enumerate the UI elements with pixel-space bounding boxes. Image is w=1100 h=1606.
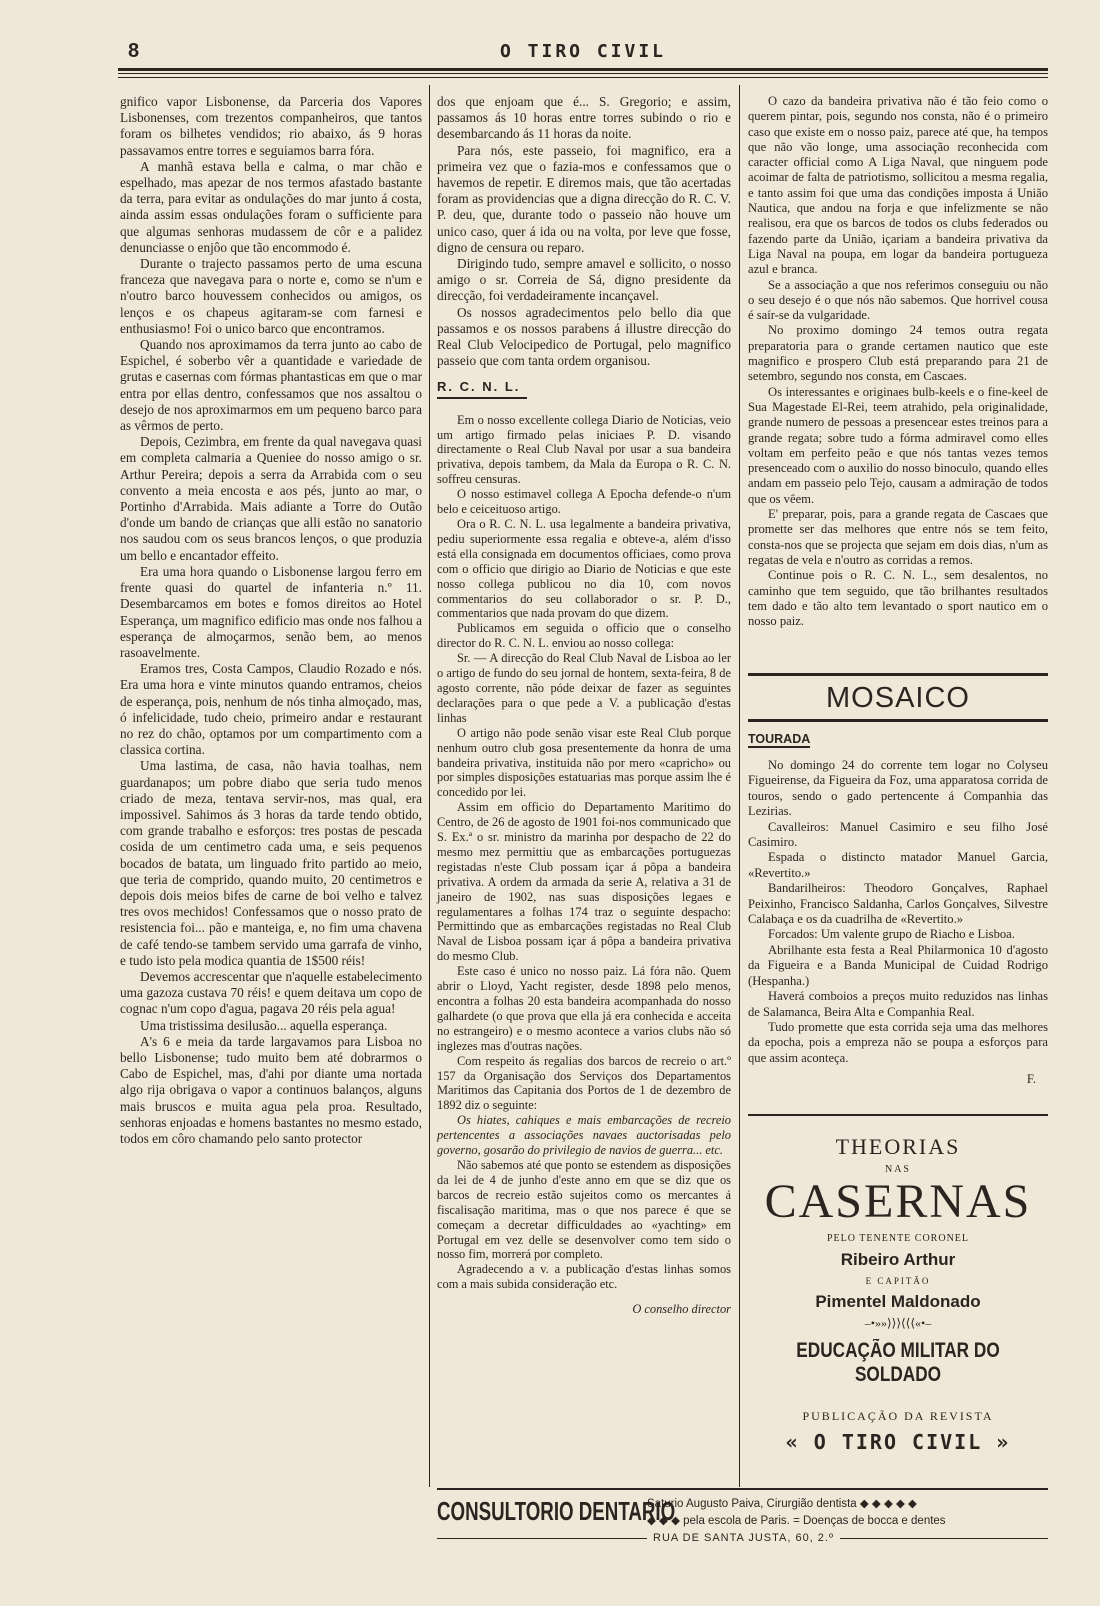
section-subtitle: TOURADA	[748, 732, 811, 746]
mosaico-article	[748, 758, 1048, 1088]
paragraph: O nosso estimavel collega A Epocha defende-o n'um belo e ceiceituoso artigo.	[437, 487, 731, 517]
paragraph: A's 6 e meia da tarde largavamos para Lisboa no bello Lisbonense; tudo muito bem até dobrarmos o Cabo de Espichel, mas, d'ahi por diante uma nortada algo rija obrigava o vapor a continuos balanços, alguns mais bruscos e muita agua pela proa. Resultado, senhoras enjoadas e homens bastantes no mesmo estado, todos em côro chamando pelo santo protector	[120, 1033, 422, 1146]
paragraph: Era uma hora quando o Lisbonense largou ferro em frente quasi do quartel de infanteria n.º 11. Desembarcamos em botes e fomos direitos ao Hotel Esperança, um magnifico edificio mas onde nos falhou a esperança de almoçarmos, senão bem, ao menos rasoavelmente.	[120, 563, 422, 660]
article-signature: O conselho director	[632, 1302, 731, 1317]
paragraph: Para nós, este passeio, foi magnifico, era a primeira vez que o fazia-mos e confessamos que o havemos de repetir. E diremos mais, que tão acertadas foram as providencias que a digna direcção do R. C. V. P. deu, que, durante todo o passeio não houve um unico caso, quer á ida ou na volta, por leve que fosse, digno de censura ou reparo.	[437, 142, 731, 255]
paragraph: Devemos accrescentar que n'aquelle estabelecimento uma gazoza custava 70 réis! e quem deitava um copo de cognac n'um copo d'agua, pagava 20 réis pela agua!	[120, 968, 422, 1017]
paragraph: Espada o distincto matador Manuel Garcia, «Revertito.»	[748, 850, 1048, 880]
article-column-3	[748, 94, 1048, 629]
ad-line: PELO TENENTE CORONEL	[826, 1233, 970, 1244]
ad-author: Pimentel Maldonado	[815, 1292, 981, 1311]
paragraph: Uma lastima, de casa, não havia toalhas, nem guardanapos; um pobre diabo que seria tudo menos criado de meza, tentava servir-nos, mas qual, era impossivel. Sahimos ás 3 horas da tarde tendo obtido, com grande trabalho e esforços: tres postas de pescada cosida de um centimetro cada uma, e seis pequenos bocados de batata, um linguado frito partido ao meio, que teria de comprido, quando muito, 20 centimetros e depois dois meios bifes de carne de boi velho e talvez tres ovos mechidos! Confessamos que o nosso prato de resistencia foi... pão e manteiga, e, no fim uma chavena de café tendo-se tambem servido uma garrafa de vinho, e tudo isto pela modica quantia de 1$500 réis!	[120, 758, 422, 968]
paragraph: No domingo 24 do corrente tem logar no Colyseu Figueirense, da Figueira da Foz, uma apparatosa corrida de touros, sendo o gado pertencente á Companhia das Lezirias.	[748, 758, 1048, 819]
paragraph: Publicamos em seguida o officio que o conselho director do R. C. N. L. enviou ao nosso collega:	[437, 621, 731, 651]
paragraph: Eramos tres, Costa Campos, Claudio Rozado e nós. Era uma hora e vinte minutos quando entramos, cheios de esperança, pois, nenhum de nós tinha almoçado, mas, ó infelicidade, tudo cheio, primeiro andar e restaurant no rez do chão, optamos por um compartimento com a classica cortina.	[120, 661, 422, 758]
ad-title: CASERNAS	[764, 1175, 1032, 1228]
paragraph: Com respeito ás regalias dos barcos de recreio o art.º 157 da Organisação dos Serviços dos Departamentos Maritimos das Capitania dos Portos de 1 de dezembro de 1892 diz o seguinte:	[437, 1053, 731, 1113]
ad-line: Saturio Augusto Paiva, Cirurgião dentista ◆ ◆ ◆ ◆ ◆	[647, 1498, 917, 1510]
ad-line: E CAPITÃO	[865, 1276, 931, 1286]
ad-line: PUBLICAÇÃO DA REVISTA	[802, 1409, 994, 1423]
ad-subject: EDUCAÇÃO MILITAR DO SOLDADO	[796, 1339, 1000, 1386]
paragraph: Tudo promette que esta corrida seja uma das melhores da epocha, pois a empreza não se poupa a esforços para que assim aconteça.	[748, 1019, 1048, 1065]
article-column-2	[437, 94, 731, 1317]
paragraph: Continue pois o R. C. N. L., sem desalentos, no caminho que tem seguido, que tão brilhantes resultados tem dado e tão alto tem levantado o sport nautico em o nosso paiz.	[748, 568, 1048, 629]
paragraph: Sr. — A direcção do Real Club Naval de Lisboa ao ler o artigo de fundo do seu jornal de hontem, sexta-feira, 8 de agosto corrente, não póde deixar de fazer as seguintes declarações para o que pede a V. a publicação d'estas linhas	[437, 651, 731, 725]
paragraph: Agradecendo a v. a publicação d'estas linhas somos com a mais subida consideração etc.	[437, 1262, 731, 1292]
paragraph: Os hiates, cahiques e mais embarcações de recreio pertencentes a associações navaes auctorisadas pelo governo, gosarão do privilegio de navios de guerra... etc.	[437, 1113, 731, 1158]
article-signature: F.	[1026, 1072, 1036, 1087]
paragraph: Se a associação a que nos referimos conseguiu ou não o seu desejo é o que nós não sabemos. Que horrivel cousa é saír-se da vulgaridade.	[748, 277, 1048, 323]
ad-line: NAS	[884, 1164, 911, 1175]
rcnl-article	[437, 413, 731, 1317]
book-advertisement	[748, 1124, 1048, 1454]
paragraph: Depois, Cezimbra, em frente da qual navegava quasi em completa calmaria a Queniee do nosso amigo o sr. Arthur Pereira; depois a serra da Arrabida com o seu convento a meia encosta e aos pés, junto ao mar, o Portinho d'Arrabida. Mais adiante a Torre do Outão d'onde um bando de crianças que alli estão no sanatorio nos saudou com os seus brancos lenços, o que produzia um bello e encantador effeito.	[120, 434, 422, 563]
mosaico-section	[748, 673, 1048, 760]
ad-rule	[437, 1488, 1048, 1490]
newspaper-title: O TIRO CIVIL	[499, 41, 667, 62]
paragraph: Os nossos agradecimentos pelo bello dia que passamos e os nossos parabens á illustre direcção do Real Club Velocipedico de Portugal, pelo magnifico passeio que com tanta ordem organisou.	[437, 304, 731, 369]
ad-rule	[748, 1114, 1048, 1116]
paragraph: Durante o trajecto passamos perto de uma escuna franceza que navegava para o norte e, como se n'um e n'outro barco houvessem conhecidos ou amigos, os lenços e os chapeus agitaram-se com farnesi e enthusiasmo! Foi o unico barco que encontramos.	[120, 256, 422, 336]
section-rule	[748, 719, 1048, 722]
rcnl-heading	[437, 379, 731, 398]
section-rule	[748, 673, 1048, 676]
header-rule-thin	[118, 77, 1048, 78]
ad-magazine: « O TIRO CIVIL »	[785, 1430, 1011, 1454]
paragraph: E' preparar, pois, para a grande regata de Cascaes que promette ser das melhores que entre nós se tem feito, consta-nos que se projecta que sejam em dois dias, n'um as regatas de vela e n'outro as corridas a remos.	[748, 507, 1048, 567]
paragraph: Em o nosso excellente collega Diario de Noticias, veio um artigo firmado pelas iniciaes P. D. visando directamente o Real Club Naval por usar a sua bandeira privativa, depois tambem, da Mala da Europa o R. C. N. soffreu censuras.	[437, 412, 731, 487]
paragraph: O cazo da bandeira privativa não é tão feio como o querem pintar, pois, segundo nos consta, não é o primeiro caso que existe em o nosso paiz, parece até que, ha tempos que não vão longe, uma associação reconhecida com caracter official como A Liga Naval, que ninguem pode acoimar de falta de patriotismo, sollicitou a mesma regalia, e tanto assim foi que uma das condições imposta á União Nautica, que andou na forja e que infelizmente se não realisou, era que os barcos de todos os clubs federados ou fazendo parte da União, içariam a bandeira privativa da Liga Naval na poupa, em logar da bandeira portugueza azul e branca.	[748, 94, 1048, 277]
header-rule-thin	[118, 73, 1048, 74]
column-divider	[739, 85, 740, 1487]
paragraph: Dirigindo tudo, sempre amavel e sollicito, o nosso amigo o sr. Correia de Sá, digno presidente da direcção, foi verdadeiramente incançavel.	[437, 256, 731, 304]
dental-advertisement	[437, 1494, 1048, 1554]
paragraph: Não sabemos até que ponto se estendem as disposições da lei de 4 de junho d'este anno em que se diz que os barcos de recreio estão sujeitos como os mercantes á fiscalisação maritima, mas o que nos parece é que se começam a decretar difficuldades ao «yachting» em Portugal em vez delle se desenvolver como tem sido o nosso fim, morrerá por completo.	[437, 1157, 731, 1262]
paragraph: O artigo não pode senão visar este Real Club porque nenhum outro club gosa presentemente da honra de uma bandeira privativa, instituida não por mero «capricho» ou por simples disposições estatuarias mas porque assim lhe é concedido por lei.	[437, 725, 731, 800]
paragraph: A manhã estava bella e calma, o mar chão e espelhado, mas apezar de nos termos afastado bastante da terra, para evitar as ondulações do mar junto á costa, ainda assim essas ondulações foram o sufficiente para que algumas senhoras mudassem de côr e a palidez denunciasse o enjôo que tão encommodo é.	[120, 158, 422, 255]
ornament: –•»»⟩⟩⟩⟨⟨⟨«•–	[864, 1316, 932, 1330]
paragraph: Forcados: Um valente grupo de Riacho e Lisboa.	[768, 927, 1015, 942]
paragraph: Os interessantes e originaes bulb-keels e o fine-keel de Sua Magestade El-Rei, teem atrahido, pela originalidade, grande numero de pessoas a presencear estes treinos para a grande regata; sobre tudo a fórma admiravel como elles voltam em perfeito peão e que nós tantas vezes temos presenceado com o auxilio do nosso binoculo, quando elles andam em passeio pelo Tejo, causam a admiração de todos que os vêem.	[748, 384, 1048, 506]
paragraph: No proximo domingo 24 temos outra regata preparatoria para o grande certamen nautico que este magnifico e prospero Club está preparando para 21 de setembro, segundo nos consta, em Cascaes.	[748, 323, 1048, 384]
heading-underline	[437, 397, 527, 399]
page-number: 8	[128, 40, 140, 62]
paragraph: Este caso é unico no nosso paiz. Lá fóra não. Quem abrir o Lloyd, Yacht register, desde 1898 pelo menos, encontra a folhas 20 esta bandeira acompanhada do nosso galhardete (o que prova que ella já era conhecida e acceita no estrangeiro) e o mesmo acontece a varios clubs não só inglezes mas d'outras nações.	[437, 964, 731, 1053]
header-rule	[118, 68, 1048, 71]
paragraph: Ora o R. C. N. L. usa legalmente a bandeira privativa, pediu superiormente essa regalia e obteve-a, além d'isso está ella consignada em documentos officiaes, como prova com o officio que dirigio ao Diario de Noticias e que este nosso collega publicou no dia 10, com novos commentarios do seu collaborador o sr. P. D., commentarios que nada provam do que dizem.	[437, 517, 731, 621]
rcnl-heading-text: R. C. N. L.	[437, 379, 521, 395]
paragraph: Abrilhante esta festa a Real Philarmonica 10 d'agosto da Figueira e a Banda Municipal de Cuidad Rodrigo (Hespanha.)	[748, 942, 1048, 988]
article-column-1	[120, 94, 422, 1147]
ad-address: RUA DE SANTA JUSTA, 60, 2.º	[647, 1532, 840, 1544]
ad-line: THEORIAS	[835, 1134, 961, 1159]
ad-author: Ribeiro Arthur	[840, 1250, 956, 1269]
ad-title: CONSULTORIO DENTARIO	[437, 1496, 676, 1526]
column-divider	[429, 85, 430, 1487]
section-title: MOSAICO	[826, 682, 970, 714]
paragraph: gnifico vapor Lisbonense, da Parceria dos Vapores Lisbonenses, com trezentos companheiros, que tantos foram os bilhetes vendidos; rio abaixo, ás 9 horas passavamos entre torres e seguiamos barra fóra.	[120, 94, 422, 158]
paragraph: Cavalleiros: Manuel Casimiro e seu filho José Casimiro.	[748, 819, 1048, 850]
paragraph: Bandarilheiros: Theodoro Gonçalves, Raphael Peixinho, Francisco Saldanha, Carlos Gonçalves, Silvestre Calabaça e os da cuadrilha de «Revertito.»	[748, 881, 1048, 927]
paragraph: dos que enjoam que é... S. Gregorio; e assim, passamos ás 10 horas entre torres subindo o rio e desembarcando ás 11 horas da noite.	[437, 94, 731, 142]
paragraph: Uma tristissima desilusão... aquella esperança.	[140, 1017, 388, 1033]
paragraph: Haverá comboios a preços muito reduzidos nas linhas de Salamanca, Beira Alta e Companhia Real.	[748, 989, 1048, 1019]
page-header	[118, 38, 1048, 68]
paragraph: Quando nos aproximamos da terra junto ao cabo de Espichel, é soberbo vêr a quantidade e variedade de grutas e casernas com fórmas phantasticas em que o mar entra por ellas dentro, confessamos que nos assaltou o desejo de nos aproximarmos em um pequeno barco para as vêrmos de perto.	[120, 337, 422, 434]
paragraph: Assim em officio do Departamento Maritimo do Centro, de 26 de agosto de 1901 foi-nos communicado que S. Ex.ª o sr. ministro da marinha por despacho de 22 do mesmo mez permittiu que as embarcações portuguezas registadas n'este Club possam içar á pôpa a bandeira privativa. A ordem da armada da serie A, relativa a 31 de janeiro de 1902, nas suas disposições legaes e regulamentares a folhas 174 traz o seguinte despacho: Permittindo que as embarcações registadas no Real Club Naval de Lisboa possam içar á pôpa a bandeira privativa do mesmo Club.	[437, 800, 731, 964]
ad-line: ◆ ◆ ◆ pela escola de Paris. = Doenças de bocca e dentes	[647, 1515, 946, 1527]
